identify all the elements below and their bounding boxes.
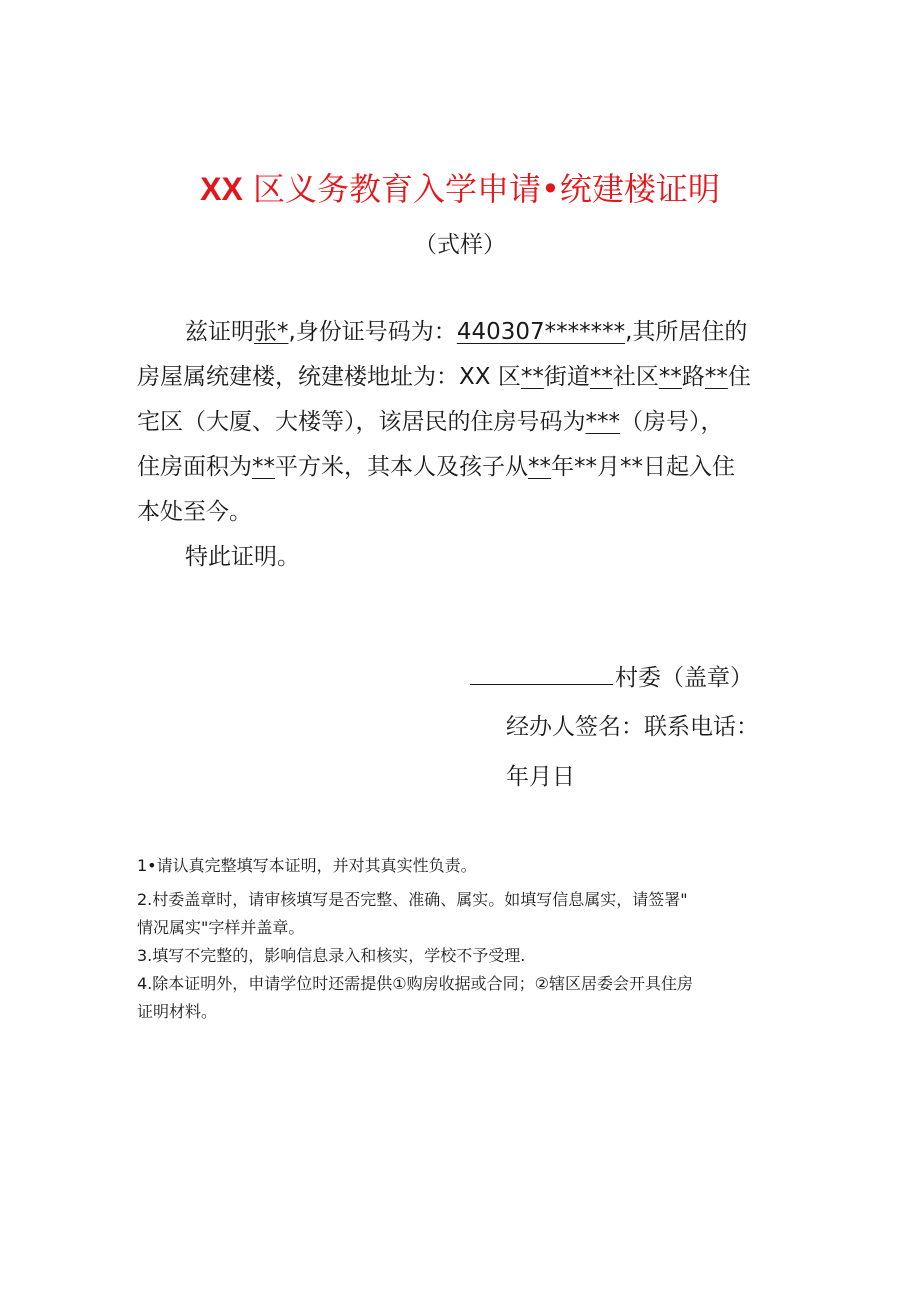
closing-statement: 特此证明。 [185, 544, 300, 570]
text-segment: 房屋属统建楼，统建楼地址为：XX 区 [137, 364, 521, 390]
text-segment: 兹证明 [185, 319, 254, 345]
text-segment: （房号）， [620, 409, 724, 435]
street-field: ** [520, 364, 544, 390]
date-line: 年月日 [506, 764, 575, 790]
note-1: 1•请认真完整填写本证明，并对其真实性负责。 [137, 856, 477, 875]
note-4: 4.除本证明外，申请学位时还需提供①购房收据或合同；②辖区居委会开具住房 [137, 974, 693, 993]
village-name-blank [470, 658, 613, 685]
village-seal-label: 村委（盖章） [615, 665, 753, 691]
text-segment: 宅区（大厦、大楼等），该居民的住房号码为 [137, 409, 586, 435]
document-subtitle: （式样） [414, 232, 506, 258]
community-field: ** [589, 364, 613, 390]
document-title [0, 166, 920, 212]
resident-name-field: 张* [254, 319, 289, 345]
note-2: 2.村委盖章时，请审核填写是否完整、准确、属实。如填写信息属实，请签署" [137, 890, 688, 909]
title-text: 区义务教育入学申请•统建楼证明 [242, 170, 720, 208]
text-segment: 年**月**日起入住 [551, 454, 735, 480]
text-segment: 街道 [543, 364, 590, 390]
text-segment: ,身份证号码为： [288, 319, 457, 345]
body-line-5: 本处至今。 [137, 499, 252, 525]
id-number-field: 440307******* [456, 319, 626, 345]
village-seal-line [470, 658, 753, 698]
body-line-1 [137, 310, 787, 355]
note-3: 3.填写不完整的，影响信息录入和核实，学校不予受理. [137, 946, 526, 965]
body-line-3 [137, 400, 787, 445]
handler-signature-line: 经办人签名：联系电话： [506, 714, 759, 740]
text-segment: 社区 [612, 364, 659, 390]
body-line-4 [137, 445, 787, 490]
text-segment: 路 [681, 364, 705, 390]
text-segment: 平方米，其本人及孩子从 [275, 454, 528, 480]
area-field: ** [252, 454, 275, 480]
title-prefix: XX [200, 171, 243, 207]
residence-field: ** [704, 364, 728, 390]
body-line-2 [137, 355, 787, 400]
road-field: ** [658, 364, 682, 390]
text-segment: 住 [727, 364, 751, 390]
note-2-cont: 情况属实"字样并盖章。 [137, 918, 305, 937]
note-4-cont: 证明材料。 [137, 1002, 218, 1021]
notes-section [137, 852, 797, 1026]
house-number-field: *** [585, 409, 620, 435]
certificate-body [137, 310, 787, 580]
year-field: ** [528, 454, 551, 480]
text-segment: ,其所居住的 [625, 319, 748, 345]
text-segment: 住房面积为 [137, 454, 252, 480]
